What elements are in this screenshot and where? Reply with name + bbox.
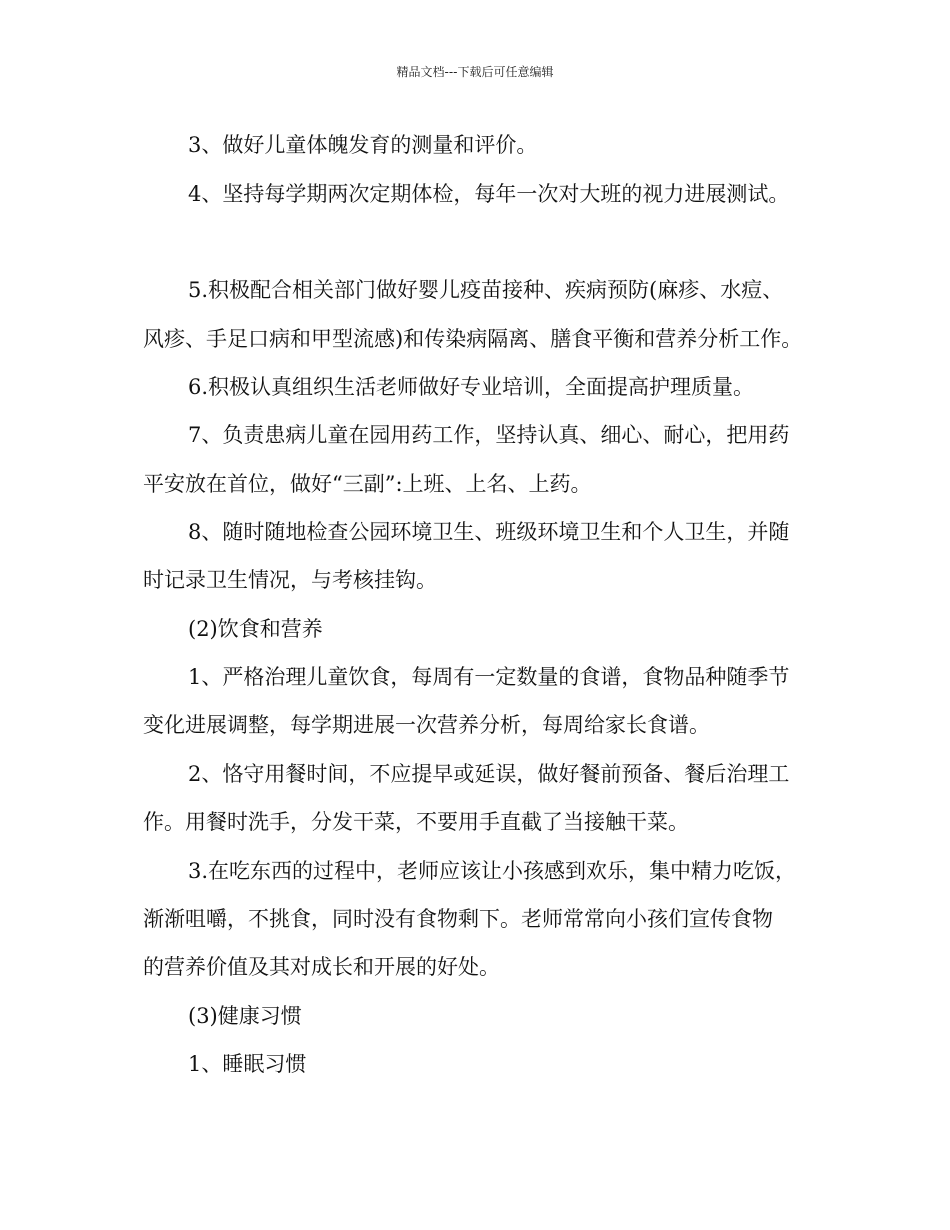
item-6-staff-training: 6.积极认真组织生活老师做好专业培训，全面提高护理质量。 [188, 375, 755, 399]
item-5-continued: 风疹、手足口病和甲型流感)和传染病隔离、膳食平衡和营养分析工作。 [143, 327, 803, 351]
diet-item-3-continued-1: 渐渐咀嚼，不挑食，同时没有食物剩下。老师常常向小孩们宣传食物 [143, 907, 773, 931]
diet-item-3: 3.在吃东西的过程中，老师应该让小孩感到欢乐，集中精力吃饭， [188, 859, 797, 883]
diet-item-1: 1、严格治理儿童饮食，每周有一定数量的食谱，食物品种随季节 [188, 665, 790, 689]
diet-item-2-continued: 作。用餐时洗手，分发干菜，不要用手直截了当接触干菜。 [143, 810, 689, 834]
item-7-continued: 平安放在首位，做好“三副”:上班、上名、上药。 [143, 472, 592, 496]
item-7-medication: 7、负责患病儿童在园用药工作，坚持认真、细心、耐心，把用药 [188, 423, 790, 447]
item-3-growth-measurement: 3、做好儿童体魄发育的测量和评价。 [188, 133, 538, 157]
habit-item-1-sleep: 1、睡眠习惯 [188, 1052, 307, 1076]
diet-item-1-continued: 变化进展调整，每学期进展一次营养分析，每周给家长食谱。 [143, 713, 710, 737]
section-health-habits-heading: (3)健康习惯 [188, 1004, 302, 1028]
diet-item-2: 2、恪守用餐时间，不应提早或延误，做好餐前预备、餐后治理工 [188, 762, 790, 786]
page-header: 精品文档---下载后可任意编辑 [396, 65, 554, 79]
item-5-disease-prevention: 5.积极配合相关部门做好婴儿疫苗接种、疾病预防(麻疹、水痘、 [188, 278, 784, 302]
section-diet-nutrition-heading: (2)饮食和营养 [188, 617, 323, 641]
diet-item-3-continued-2: 的营养价值及其对成长和开展的好处。 [143, 955, 500, 979]
item-4-physical-exam: 4、坚持每学期两次定期体检，每年一次对大班的视力进展测试。 [188, 182, 790, 206]
item-8-hygiene-check: 8、随时随地检查公园环境卫生、班级环境卫生和个人卫生，并随 [188, 520, 790, 544]
item-8-continued: 时记录卫生情况，与考核挂钩。 [143, 568, 437, 592]
